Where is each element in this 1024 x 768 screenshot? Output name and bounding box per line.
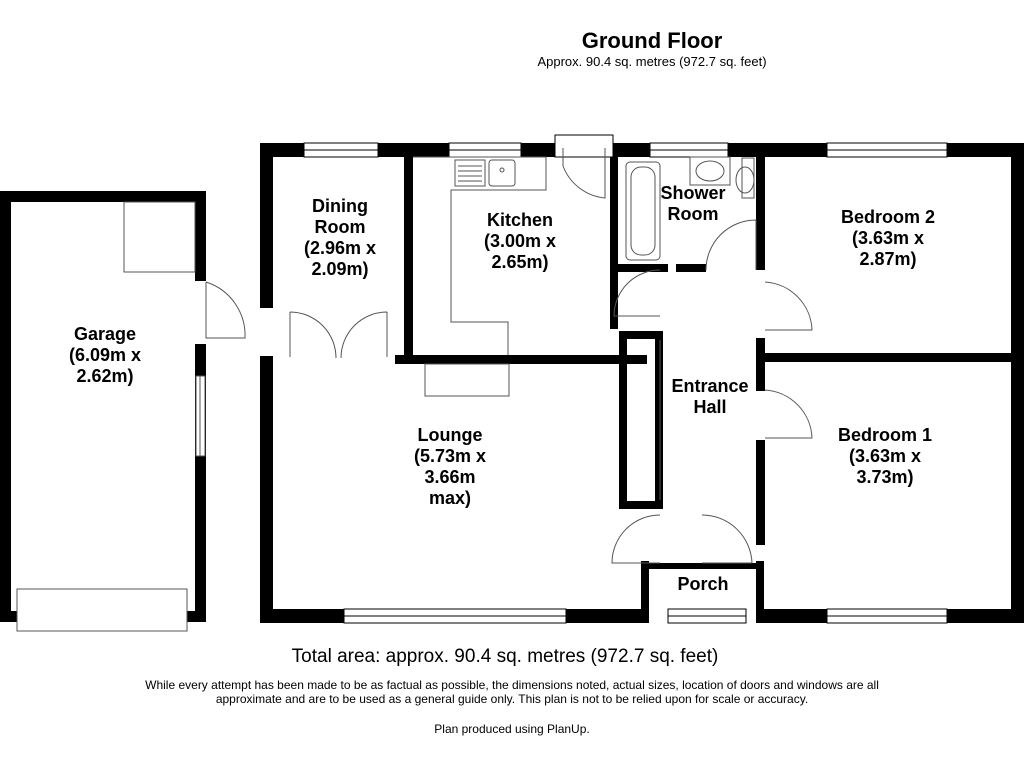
plan-subtitle: Approx. 90.4 sq. metres (972.7 sq. feet): [537, 54, 767, 69]
disclaimer: While every attempt has been made to be as factual as possible, the dimensions noted, actual sizes, location of doors and windows are all approximate and are to be used as a general guide only. This plan is not to be relied upon for scale or accuracy.: [145, 678, 879, 706]
room-lounge: Lounge (5.73m x 3.66m max): [413, 425, 487, 508]
room-dining: Dining Room (2.96m x 2.09m): [303, 196, 377, 279]
room-bedroom-1: Bedroom 1 (3.63m x 3.73m): [837, 425, 933, 487]
plan-credit: Plan produced using PlanUp.: [434, 722, 590, 736]
room-porch: Porch: [677, 574, 729, 594]
room-kitchen: Kitchen (3.00m x 2.65m): [483, 210, 557, 272]
room-entrance-hall: Entrance Hall: [671, 376, 749, 417]
plan-title: Ground Floor: [581, 28, 723, 53]
garage-walls: [0, 191, 206, 622]
total-area: Total area: approx. 90.4 sq. metres (972.7 sq. feet): [291, 646, 719, 667]
room-bedroom-2: Bedroom 2 (3.63m x 2.87m): [840, 207, 936, 269]
room-garage: Garage (6.09m x 2.62m): [68, 324, 142, 386]
garage-fixtures: [17, 202, 245, 631]
room-shower: Shower Room: [660, 183, 726, 224]
